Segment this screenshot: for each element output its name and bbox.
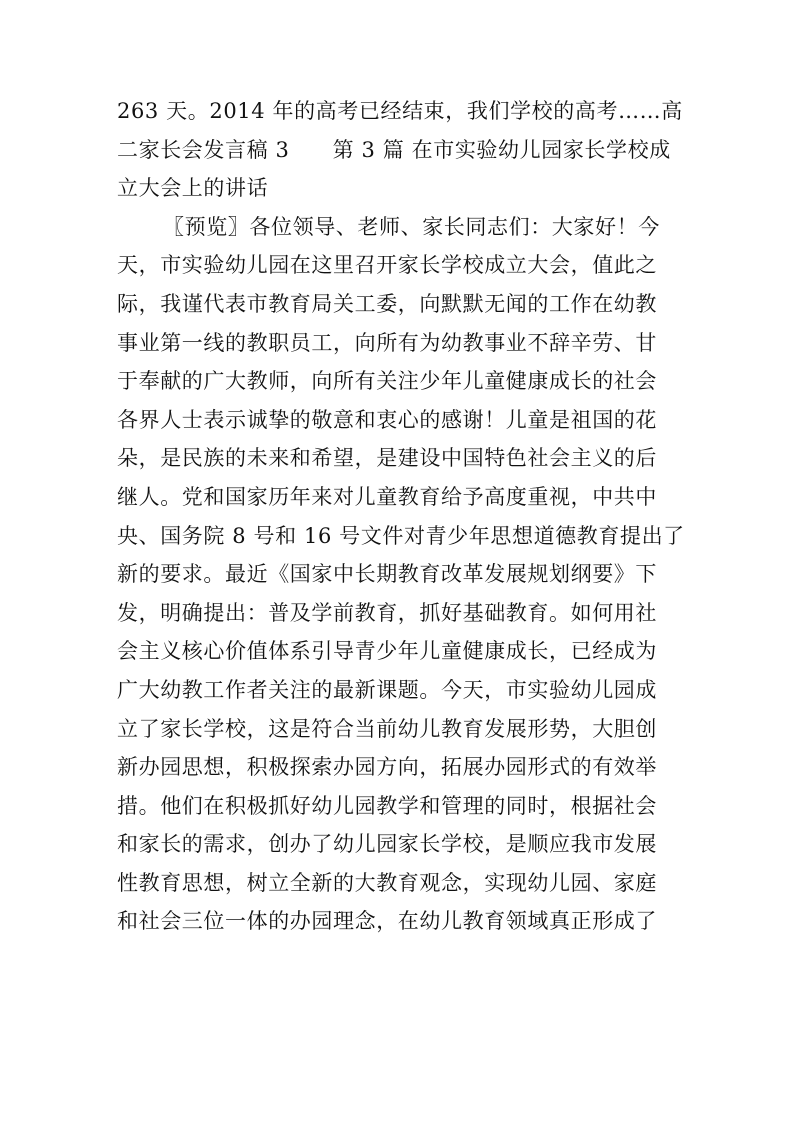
text-line: 新办园思想，积极探索办园方向，拓展办园形式的有效举 bbox=[117, 755, 657, 780]
text-line: 和家长的需求，创办了幼儿园家长学校，是顺应我市发展 bbox=[117, 832, 657, 857]
paragraph-first-line: 〖预览〗各位领导、老师、家长同志们：大家好！今 bbox=[163, 214, 660, 239]
text-line: 发，明确提出：普及学前教育，抓好基础教育。如何用社 bbox=[117, 600, 657, 625]
text-line: 立了家长学校，这是符合当前幼儿教育发展形势，大胆创 bbox=[117, 716, 657, 741]
text-line: 各界人士表示诚挚的敬意和衷心的感谢！儿童是祖国的花 bbox=[117, 407, 657, 432]
body-text bbox=[117, 92, 685, 941]
text-line: 天，市实验幼儿园在这里召开家长学校成立大会，值此之 bbox=[117, 253, 657, 278]
text-line: 继人。党和国家历年来对儿童教育给予高度重视，中共中 bbox=[117, 484, 657, 509]
text-line: 朵，是民族的未来和希望，是建设中国特色社会主义的后 bbox=[117, 446, 657, 471]
text-line: 于奉献的广大教师，向所有关注少年儿童健康成长的社会 bbox=[117, 369, 657, 394]
text-line: 会主义核心价值体系引导青少年儿童健康成长，已经成为 bbox=[117, 639, 657, 664]
text-line: 立大会上的讲话 bbox=[117, 176, 269, 201]
text-line: 事业第一线的教职员工，向所有为幼教事业不辞辛劳、甘 bbox=[117, 330, 657, 355]
text-line: 措。他们在积极抓好幼儿园教学和管理的同时，根据社会 bbox=[117, 793, 657, 818]
text-line: 央、国务院 8 号和 16 号文件对青少年思想道德教育提出了 bbox=[117, 523, 685, 548]
text-line: 二家长会发言稿 3 第 3 篇 在市实验幼儿园家长学校成 bbox=[117, 137, 671, 162]
text-line: 广大幼教工作者关注的最新课题。今天，市实验幼儿园成 bbox=[117, 677, 657, 702]
text-line: 新的要求。最近《国家中长期教育改革发展规划纲要》下 bbox=[117, 562, 657, 587]
text-line: 际，我谨代表市教育局关工委，向默默无闻的工作在幼教 bbox=[117, 291, 657, 316]
text-line: 性教育思想，树立全新的大教育观念，实现幼儿园、家庭 bbox=[117, 870, 657, 895]
text-line: 和社会三位一体的办园理念，在幼儿教育领域真正形成了 bbox=[117, 909, 657, 934]
text-line: 263 天。2014 年的高考已经结束，我们学校的高考……高 bbox=[117, 99, 683, 123]
